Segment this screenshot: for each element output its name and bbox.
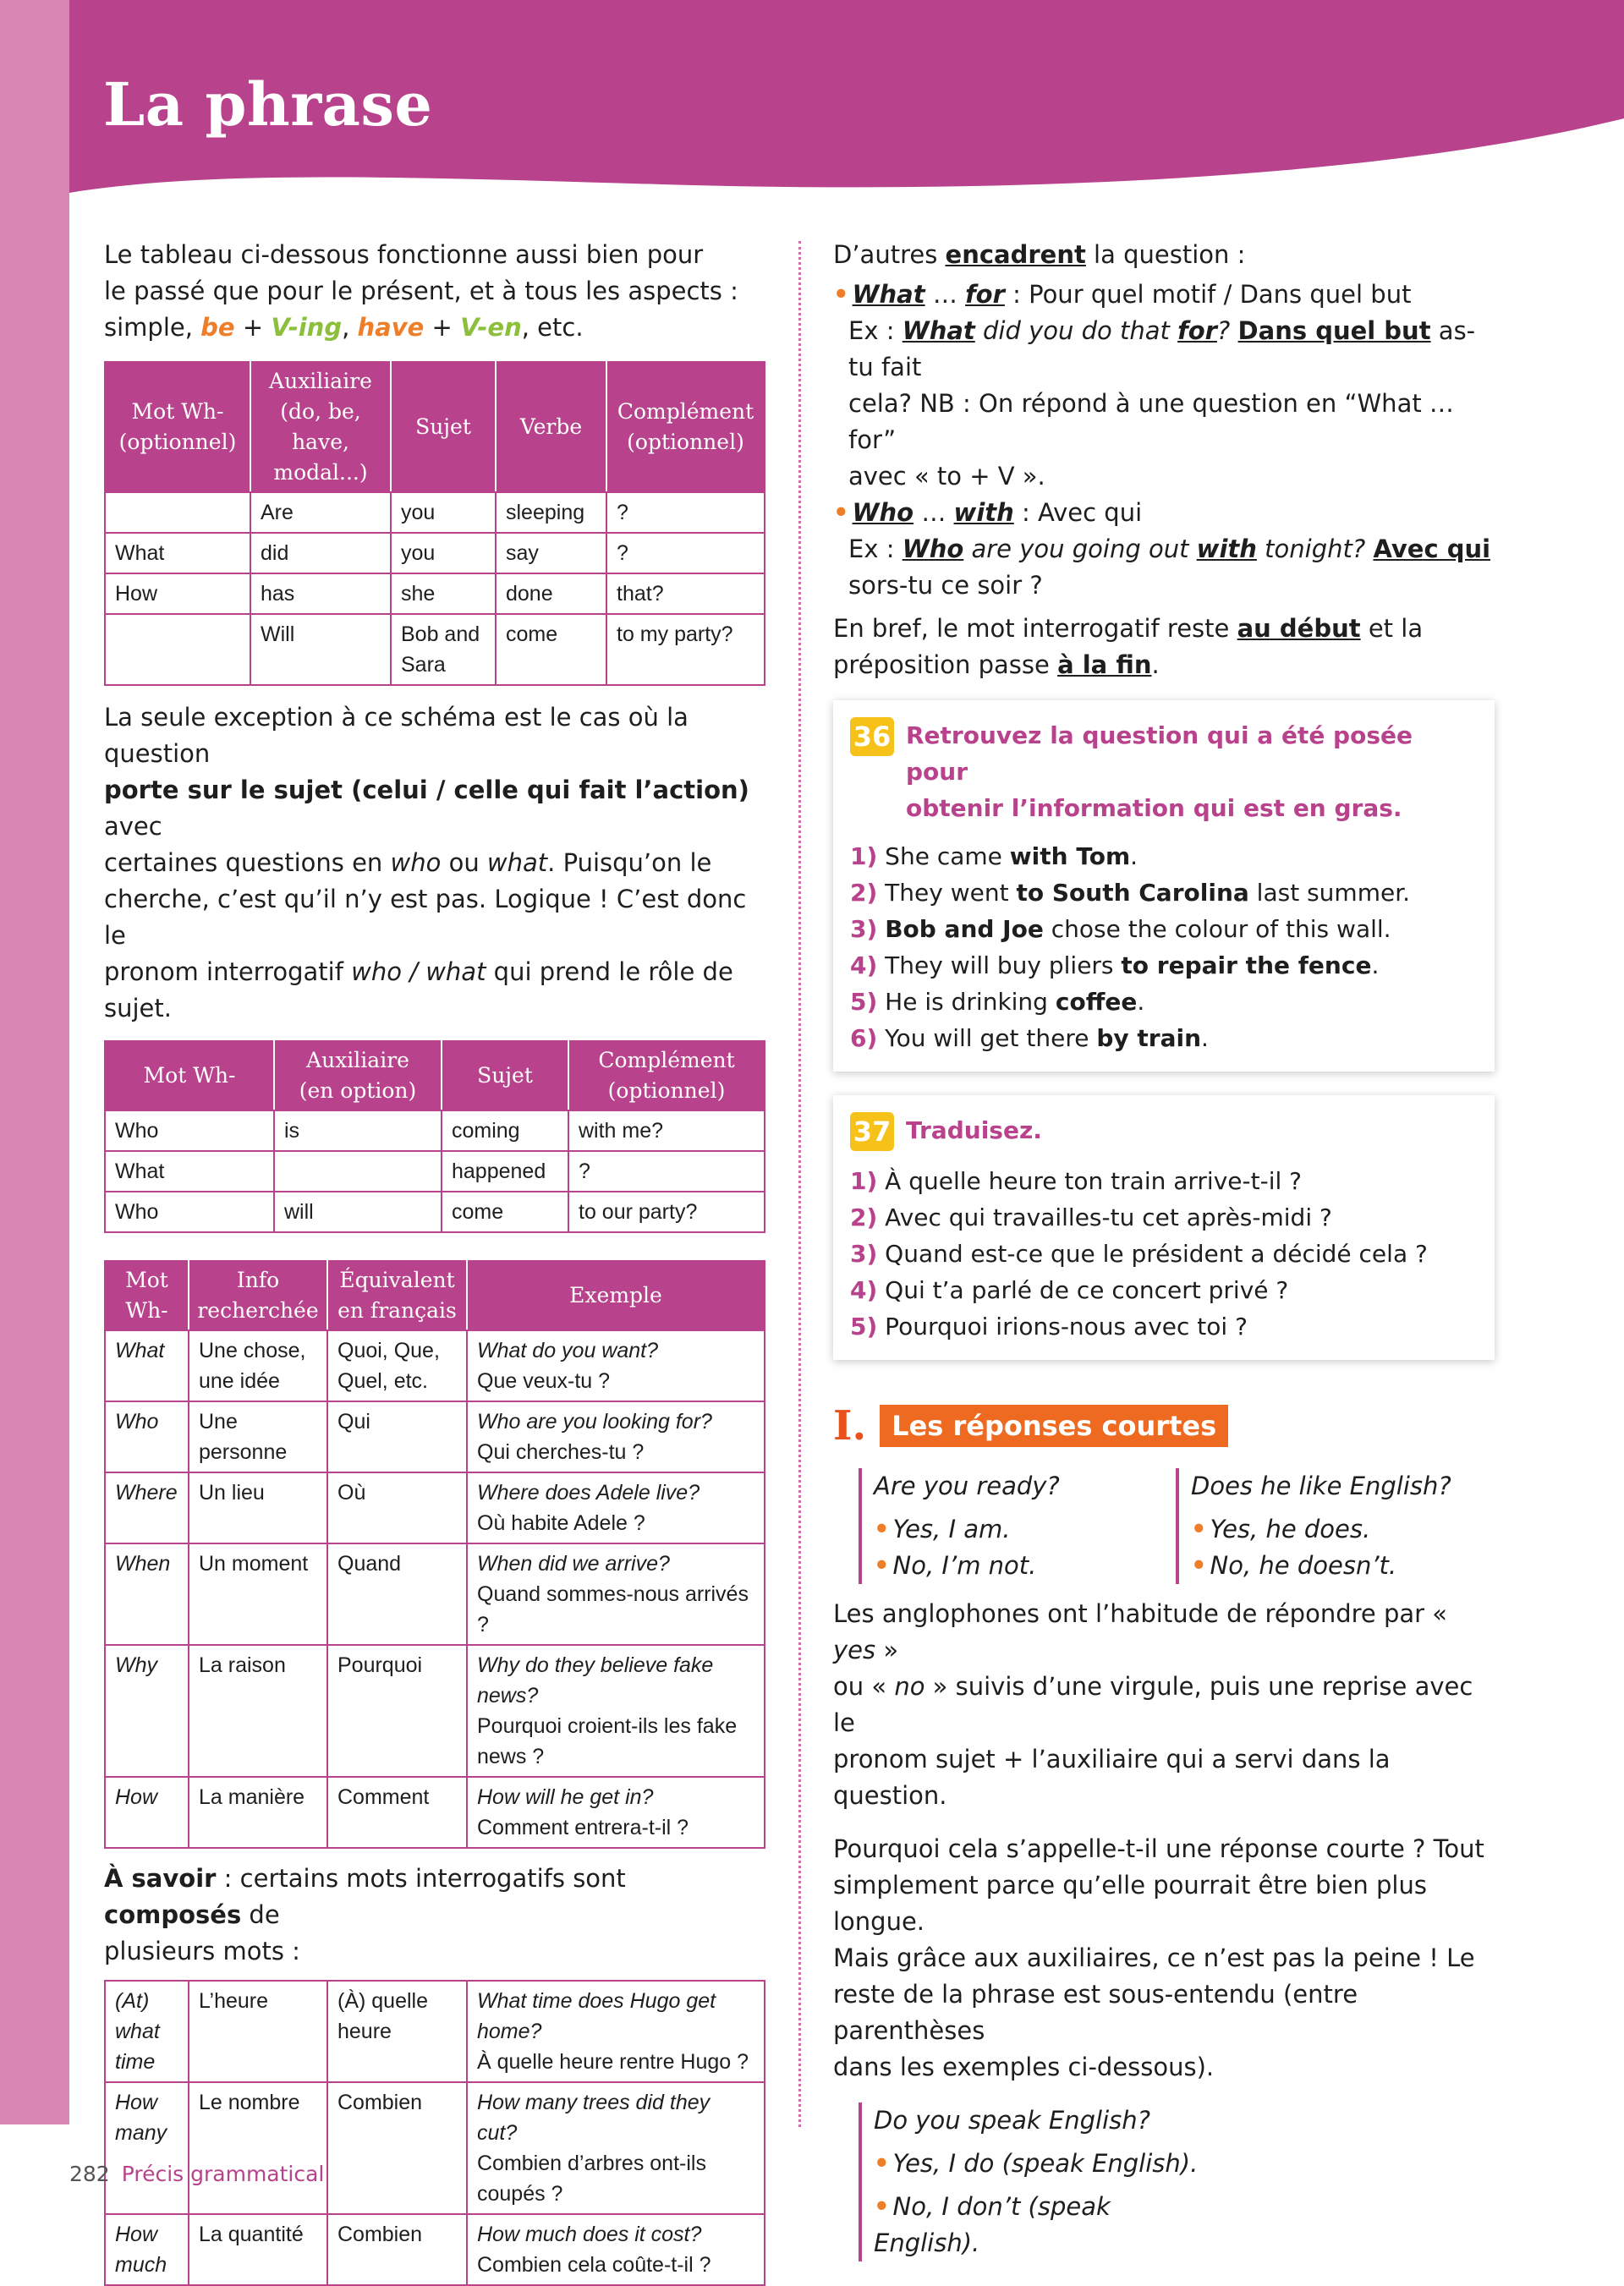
list-item: 3) Quand est-ce que le président a décidé cela ? (850, 1240, 1428, 1268)
table-row: Why La raison Pourquoi Why do they believe fake news? Pourquoi croient-ils les fake news ? (105, 1645, 765, 1777)
short-answer-paragraph-1: Les anglophones ont l’habitude de répondre par « yes » ou « no » suivis d’une virgule, puis une reprise avec le pronom sujet + l’auxiliaire qui a servi dans la question. (833, 1599, 1473, 1810)
list-item: 4) They will buy pliers to repair the fence. (850, 951, 1380, 979)
who-with-bullet: • Who … with : Avec qui Ex : Who are you going out with tonight? Avec qui sors-tu ce soir ? (833, 498, 1491, 600)
table-row: (At) what time L’heure (À) quelle heure What time does Hugo get home? À quelle heure rentre Hugo ? (105, 1981, 765, 2082)
table-row: Who Une personne Qui Who are you looking for? Qui cherches-tu ? (105, 1401, 765, 1472)
compound-wh-table (104, 1980, 765, 2286)
subject-question-table (104, 1040, 765, 1233)
table-row: Who will come to our party? (105, 1192, 765, 1232)
page-footer (69, 2162, 324, 2186)
column-divider (798, 241, 801, 2127)
exercise-number-badge: 36 (850, 717, 894, 756)
list-item: 2) Avec qui travailles-tu cet après-midi ? (850, 1203, 1332, 1231)
exercise-36 (833, 700, 1495, 1072)
exercise-instruction: Traduisez. (906, 1116, 1042, 1144)
right-column (833, 237, 1495, 2261)
exercise-instruction: Retrouvez la question qui a été posée pour obtenir l’information qui est en gras. (906, 721, 1413, 822)
section-letter: I. (833, 1402, 867, 1450)
table-row: How much La quantité Combien How much does it cost? Combien cela coûte-t-il ? (105, 2214, 765, 2285)
footer-section: Précis grammatical (121, 2162, 325, 2186)
table-row: How La manière Comment How will he get in? Comment entrera-t-il ? (105, 1777, 765, 1848)
frame-intro: D’autres encadrent la question : (833, 240, 1246, 269)
list-item: 2) They went to South Carolina last summer. (850, 879, 1411, 907)
table-row: What happened ? (105, 1151, 765, 1192)
short-answer-paragraph-2: Pourquoi cela s’appelle-t-il une réponse courte ? Tout simplement parce qu’elle pourrait être bien plus longue. Mais grâce aux auxiliaires, ce n’est pas la peine ! Le reste de la phrase est sous-entendu (entre parenthèses dans les exemples ci-dessous). (833, 1834, 1484, 2081)
table-row: Will Bob and Sara come to my party? (105, 614, 765, 685)
page-number: 282 (69, 2162, 110, 2186)
exception-paragraph: La seule exception à ce schéma est le cas où la question porte sur le sujet (celui / celle qui fait l’action) avec certaines questions en who ou what. Puisqu’on le cherche, c’est qu’il n’y est pas. Logique ! C’est donc le pronom interrogatif who / what qui prend le rôle de sujet. (104, 703, 749, 1022)
left-column (104, 237, 764, 2286)
summary-paragraph: En bref, le mot interrogatif reste au début et la préposition passe à la fin. (833, 614, 1424, 679)
list-item: 4) Qui t’a parlé de ce concert privé ? (850, 1276, 1289, 1304)
list-item: 1) She came with Tom. (850, 842, 1138, 870)
list-item: 1) À quelle heure ton train arrive-t-il ? (850, 1167, 1303, 1195)
section-heading (833, 1402, 1495, 1450)
table-row: What Une chose, une idée Quoi, Que, Quel, etc. What do you want? Que veux-tu ? (105, 1330, 765, 1401)
section-title: Les réponses courtes (880, 1405, 1228, 1447)
dialogue-box: Does he like English? • Yes, he does. • No, he doesn’t. (1176, 1468, 1493, 1584)
table-row: Are you sleeping ? (105, 492, 765, 533)
left-color-strip (0, 0, 69, 2124)
intro-paragraph: Le tableau ci-dessous fonctionne aussi bien pour le passé que pour le présent, et à tous les aspects : simple, be + V-ing, have + V-en, etc. (104, 240, 738, 342)
dialogue-pair (859, 1468, 1495, 1584)
table-header-row: Mot Wh- (optionnel) Auxiliaire (do, be, have, modal...) Sujet Verbe Complément (optionnel) (105, 362, 765, 492)
dialogue-box: Are you ready? • Yes, I am. • No, I’m not. (859, 1468, 1176, 1584)
table-row: How has she done that? (105, 573, 765, 614)
list-item: 3) Bob and Joe chose the colour of this wall. (850, 915, 1391, 943)
list-item: 5) He is drinking coffee. (850, 988, 1145, 1016)
exercise-number-badge: 37 (850, 1112, 894, 1151)
a-savoir-paragraph: À savoir : certains mots interrogatifs sont composés de plusieurs mots : (104, 1864, 626, 1965)
table-row: What did you say ? (105, 533, 765, 573)
table-row: How many Le nombre Combien How many trees did they cut? Combien d’arbres ont-ils coupés ? (105, 2082, 765, 2214)
word-order-table (104, 361, 765, 686)
table-row: Who is coming with me? (105, 1110, 765, 1151)
what-for-bullet: • What … for : Pour quel motif / Dans quel but Ex : What did you do that for? Dans quel but as-tu fait cela? NB : On répond à une question en “What … for” avec « to + V ». (833, 280, 1476, 491)
table-header-row: Mot Wh- Auxiliaire (en option) Sujet Complément (optionnel) (105, 1041, 765, 1110)
list-item: 6) You will get there by train. (850, 1024, 1209, 1052)
table-row: When Un moment Quand When did we arrive? Quand sommes-nous arrivés ? (105, 1543, 765, 1645)
table-row: Where Un lieu Où Where does Adele live? Où habite Adele ? (105, 1472, 765, 1543)
dialogue-box: Do you speak English? • Yes, I do (speak English). • No, I don’t (speak English). (859, 2102, 1214, 2261)
table-header-row: Mot Wh- Info recherchée Équivalent en français Exemple (105, 1261, 765, 1330)
exercise-37 (833, 1095, 1495, 1360)
page-title: La phrase (103, 69, 433, 140)
list-item: 5) Pourquoi irions-nous avec toi ? (850, 1313, 1248, 1340)
wh-words-table (104, 1260, 765, 1849)
